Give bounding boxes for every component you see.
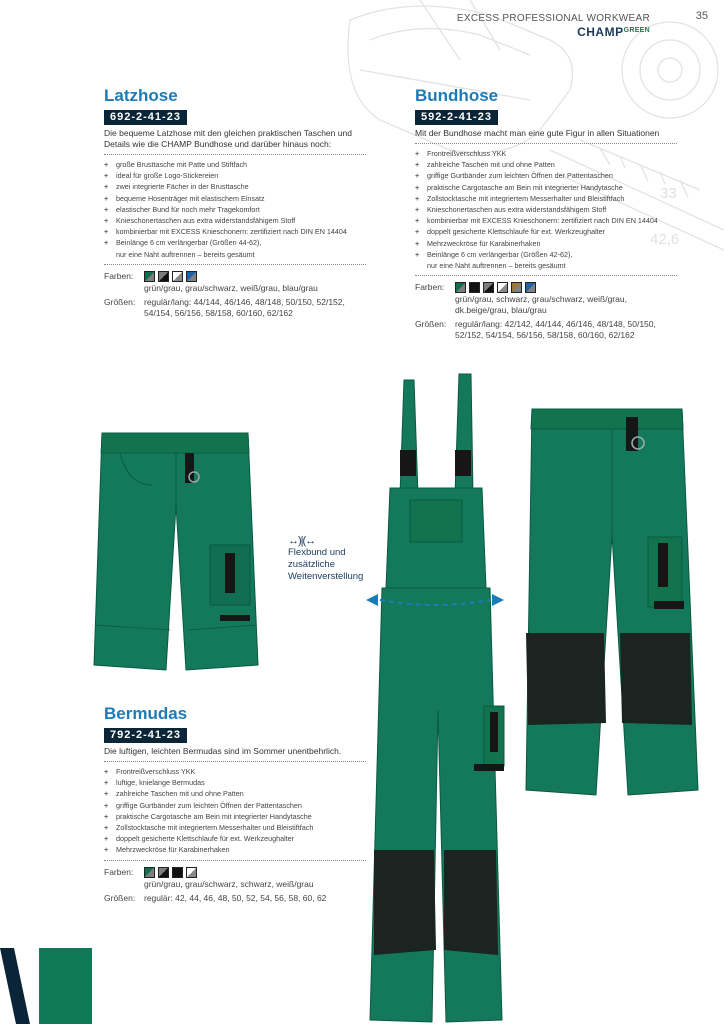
feature-item: + doppelt gesicherte Klettschlaufe für ext. Werkzeughalter	[104, 834, 295, 844]
brand-sup: GREEN	[623, 27, 650, 34]
swatch-white-grey	[497, 282, 508, 293]
feature-item: + Frontreißverschluss YKK	[415, 149, 507, 158]
swatch-beige-grey	[511, 282, 522, 293]
section-bermudas	[104, 704, 366, 904]
corner-stripe-decoration	[0, 948, 30, 1024]
flex-arrow-icon: ↔)|(↔	[288, 535, 316, 547]
feature-item: + Mehrzweckröse für Karabinerhaken	[415, 238, 541, 248]
feature-item: + zwei integrierte Fächer in der Brusttasche	[104, 182, 249, 192]
knee-pad-left	[374, 850, 436, 955]
section-bundhose	[415, 86, 680, 341]
swatch-black	[469, 282, 480, 293]
sizes-line: regulär: 42, 44, 46, 48, 50, 52, 54, 56, 58, 60, 62	[144, 892, 327, 903]
sizes-row	[415, 319, 677, 341]
feature-item: + Frontreißverschluss YKK	[104, 767, 196, 776]
swatch-green-grey	[144, 867, 155, 878]
feature-item: + ideal für große Logo-Stickereien	[104, 171, 219, 181]
feature-item: + elastischer Bund für noch mehr Tragekomfort	[104, 204, 260, 214]
header-tagline: EXCESS PROFESSIONAL WORKWEAR	[456, 13, 650, 24]
feature-list	[415, 148, 680, 271]
swatch-blue-grey	[525, 282, 536, 293]
sizes-line: 52/152, 54/154, 56/156, 58/158, 60/160, 62/162	[455, 330, 635, 341]
feature-item: + Mehrzweckröse für Karabinerhaken	[104, 845, 230, 855]
swatch-grey-black	[158, 271, 169, 282]
dotted-divider	[104, 154, 366, 155]
dotted-divider	[104, 264, 366, 265]
knee-pad-left	[526, 633, 606, 725]
feature-item: + kombinierbar mit EXCESS Knieschonern: zertifiziert nach DIN EN 14404	[104, 227, 347, 237]
swatch-white-grey	[172, 271, 183, 282]
colors-label: Farben:	[104, 270, 134, 281]
article-code: 792-2-41-23	[104, 728, 187, 743]
colors-row	[104, 867, 366, 890]
lead-text: Mit der Bundhose macht man eine gute Figur in allen Situationen	[415, 128, 660, 138]
section-title: Latzhose	[104, 86, 178, 105]
colors-row	[415, 282, 677, 316]
flexbund-line: Flexbund und	[288, 547, 346, 558]
sizes-line: regulär/lang: 44/144, 46/146, 48/148, 50/150, 52/152,	[144, 297, 345, 308]
lead-text: Die luftigen, leichten Bermudas sind im Sommer unentbehrlich.	[104, 746, 342, 756]
dotted-divider	[104, 860, 366, 861]
feature-item-continued: nur eine Naht auftrennen – bereits gesäumt	[116, 249, 255, 259]
color-swatches	[455, 282, 536, 293]
swatch-white-grey	[186, 867, 197, 878]
feature-item: + griffige Gurtbänder zum leichten Öffnen der Pattentaschen	[415, 171, 613, 181]
flexbund-line: Weitenverstellung	[288, 571, 364, 582]
sizes-row	[104, 893, 366, 904]
feature-item: + Zollstocktasche mit integriertem Messerhalter und Bleistiftfach	[415, 193, 625, 203]
lead-text: Die bequeme Latzhose mit den gleichen praktischen Taschen und Details wie die CHAMP Bundhose und darüber hinaus noch:	[104, 128, 352, 149]
section-title: Bundhose	[415, 86, 499, 105]
feature-item: + Zollstocktasche mit integriertem Messerhalter und Bleistiftfach	[104, 823, 314, 833]
feature-item-continued: nur eine Naht auftrennen – bereits gesäumt	[427, 261, 566, 271]
colors-line: grün/grau, schwarz, grau/schwarz, weiß/grau,	[455, 294, 627, 305]
feature-item: + Knieschonertaschen aus extra widerstandsfähigem Stoff	[104, 216, 296, 226]
swatch-blue-grey	[186, 271, 197, 282]
section-latzhose	[104, 86, 366, 319]
colors-text: grün/grau, grau/schwarz, weiß/grau, blau/grau	[144, 283, 318, 294]
feature-item: + zahlreiche Taschen mit und ohne Patten	[415, 160, 555, 170]
feature-item: + griffige Gurtbänder zum leichten Öffnen der Pattentaschen	[104, 800, 302, 810]
bermudas-product-image	[90, 425, 260, 680]
article-code: 692-2-41-23	[104, 110, 187, 125]
colors-line: dk.beige/grau, blau/grau	[455, 305, 547, 316]
dotted-divider	[104, 761, 366, 762]
sizes-label: Größen:	[415, 319, 447, 330]
colors-row	[104, 271, 366, 294]
bg-number-33: 33	[660, 185, 677, 202]
swatch-green-grey	[455, 282, 466, 293]
brand-logo	[577, 25, 650, 39]
flexbund-line: zusätzliche	[288, 559, 335, 570]
dotted-divider	[415, 275, 677, 276]
feature-item: + praktische Cargotasche am Bein mit integrierter Handytasche	[415, 182, 623, 192]
dotted-divider	[415, 143, 677, 144]
feature-item: + kombinierbar mit EXCESS Knieschonern: zertifiziert nach DIN EN 14404	[415, 216, 658, 226]
feature-item: + zahlreiche Taschen mit und ohne Patten	[104, 789, 244, 799]
colors-label: Farben:	[415, 282, 445, 293]
sizes-line: 54/154, 56/156, 58/158, 60/160, 62/162	[144, 308, 293, 319]
page-number: 35	[695, 10, 708, 22]
swatch-grey-black	[158, 867, 169, 878]
sizes-row	[104, 297, 366, 319]
colors-label: Farben:	[104, 866, 134, 877]
corner-green-block	[39, 948, 92, 1024]
swatch-black	[172, 867, 183, 878]
feature-item: + Beinlänge 6 cm verlängerbar (Größen 44-62),	[104, 238, 262, 248]
bundhose-product-image	[520, 405, 700, 800]
latzhose-product-image	[352, 370, 517, 1025]
feature-list	[104, 766, 366, 856]
feature-item: + bequeme Hosenträger mit elastischem Einsatz	[104, 193, 265, 203]
feature-item: + doppelt gesicherte Klettschlaufe für ext. Werkzeughalter	[415, 227, 606, 237]
swatch-green-grey	[144, 271, 155, 282]
feature-item: + große Brusttasche mit Patte und Stiftfach	[104, 160, 248, 169]
brand-name: CHAMP	[577, 25, 624, 39]
sizes-label: Größen:	[104, 892, 136, 903]
sizes-label: Größen:	[104, 297, 136, 308]
knee-pad-right	[620, 633, 692, 725]
feature-item: + Beinlänge 6 cm verlängerbar (Größen 42-62),	[415, 249, 573, 259]
feature-item: + praktische Cargotasche am Bein mit integrierter Handytasche	[104, 811, 312, 821]
section-title: Bermudas	[104, 704, 188, 723]
swatch-grey-black	[483, 282, 494, 293]
colors-text: grün/grau, grau/schwarz, schwarz, weiß/grau	[144, 878, 314, 889]
knee-pad-right	[444, 850, 498, 955]
feature-list	[104, 159, 366, 260]
color-swatches	[144, 867, 197, 878]
color-swatches	[144, 271, 197, 282]
feature-item: + luftige, knielange Bermudas	[104, 778, 205, 788]
bg-number-42-6: 42,6	[650, 231, 680, 248]
article-code: 592-2-41-23	[415, 110, 498, 125]
sizes-line: regulär/lang: 42/142, 44/144, 46/146, 48/148, 50/150,	[455, 319, 656, 330]
feature-item: + Knieschonertaschen aus extra widerstandsfähigem Stoff	[415, 205, 607, 215]
